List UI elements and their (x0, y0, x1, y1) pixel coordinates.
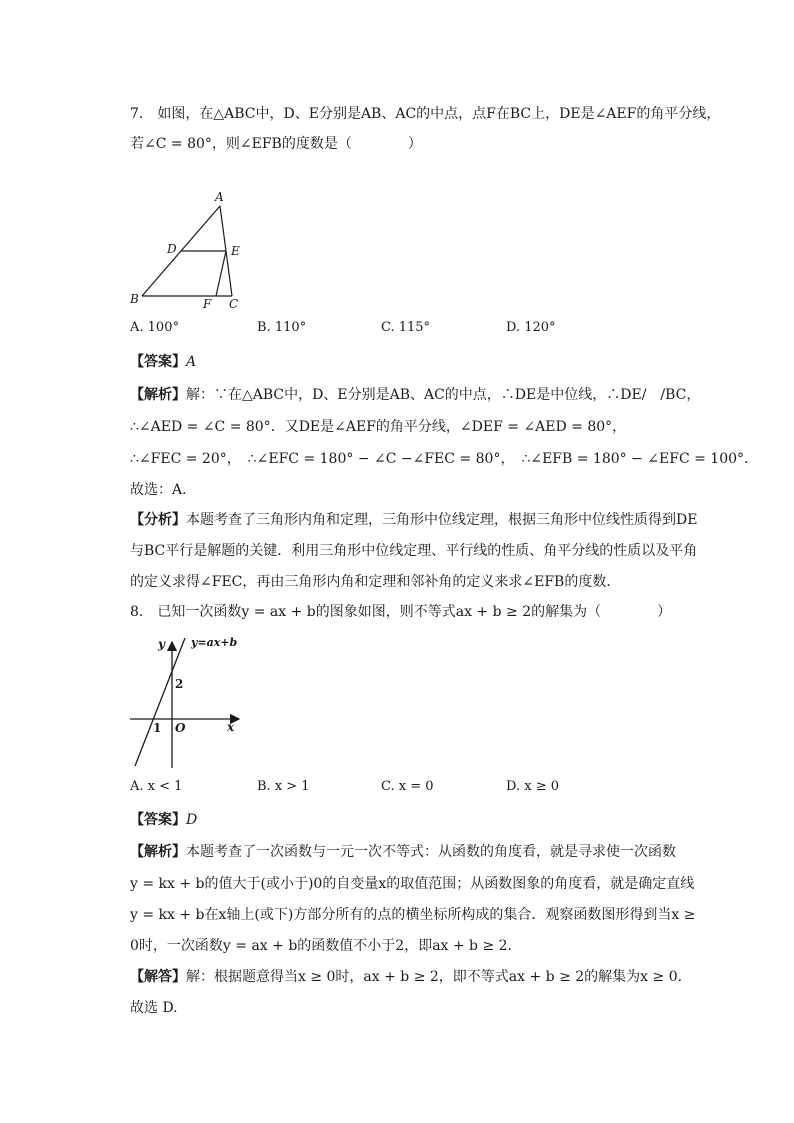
q7-fenxi-line1: 【分析】本题考查了三角形内角和定理，三角形中位线定理，根据三角形中位线性质得到DE (130, 512, 698, 528)
x-axis-label: x (227, 720, 235, 734)
q8-jieda: 【解答】解：根据题意得当x ≥ 0时，ax + b ≥ 2，即不等式ax + b ≥ 2的解集为x ≥ 0． (130, 969, 692, 985)
q8-stem: 8. 已知一次函数y = ax + b的图象如图，则不等式ax + b ≥ 2的解集为（ ） (130, 604, 672, 620)
label-d: D (167, 242, 177, 256)
q7-stem-line2: 若∠C = 80°，则∠EFB的度数是（ ） (130, 136, 422, 152)
q7-option-b: B. 110° (257, 320, 307, 335)
q8-conclusion: 故选 D. (130, 1000, 178, 1016)
q7-analysis-line3: ∴∠FEC = 20°， ∴∠EFC = 180° − ∠C −∠FEC = 80°， ∴∠EFB = 180° − ∠EFC = 100°． (130, 451, 759, 467)
q8-analysis-line2: y = kx + b的值大于(或小于)0的自变量x的取值范围；从函数图象的角度看，就是确定直线 (130, 876, 695, 892)
q7-answer (130, 352, 196, 372)
q7-option-a: A. 100° (130, 320, 179, 335)
q7-analysis-line4: 故选：A． (130, 482, 197, 498)
q7-options (130, 320, 690, 340)
q8-options (130, 779, 690, 799)
q8-answer (130, 810, 197, 830)
segment-ef (216, 251, 226, 296)
q8-function-graph (125, 630, 255, 772)
q8-option-d: D. x ≥ 0 (506, 779, 559, 794)
q8-option-a: A. x < 1 (130, 779, 183, 794)
label-c: C (229, 297, 239, 311)
answer-tag: 【答案】 (130, 354, 186, 370)
fenxi-tag: 【分析】 (130, 512, 186, 528)
q7-triangle-figure (125, 185, 255, 313)
q7-fenxi-line2: 与BC平行是解题的关键．利用三角形中位线定理、平行线的性质、角平分线的性质以及平角 (130, 543, 698, 559)
label-e: E (231, 244, 240, 258)
x-intercept-label: 1 (153, 721, 162, 735)
label-a: A (215, 190, 224, 204)
y-intercept-label: 2 (175, 677, 184, 691)
q7-answer-value: A (186, 354, 197, 370)
analysis-tag: 【解析】 (130, 387, 186, 403)
q7-fenxi-line3: 的定义求得∠FEC，再由三角形内角和定理和邻补角的定义来求∠EFB的度数． (130, 574, 621, 590)
origin-label: O (175, 721, 186, 735)
q8-option-c: C. x = 0 (381, 779, 434, 794)
label-f: F (203, 297, 212, 311)
label-b: B (130, 292, 139, 306)
q7-analysis-line2: ∴∠AED = ∠C = 80°．又DE是∠AEF的角平分线，∠DEF = ∠AED = 80°， (130, 419, 627, 435)
q7-option-c: C. 115° (381, 320, 431, 335)
q8-analysis-line3: y = kx + b在x轴上(或下)方部分所有的点的横坐标所构成的集合．观察函数图形得到当x ≥ (130, 907, 696, 923)
q7-option-d: D. 120° (506, 320, 556, 335)
function-label: y=ax+b (191, 636, 238, 649)
analysis-tag: 【解析】 (130, 844, 186, 860)
q8-analysis-line4: 0时，一次函数y = ax + b的函数值不小于2，即ax + b ≥ 2． (130, 938, 522, 954)
q8-analysis-line1: 【解析】本题考查了一次函数与一元一次不等式：从函数的角度看，就是寻求使一次函数 (130, 844, 676, 860)
line-y-ax-b (135, 638, 185, 766)
answer-tag: 【答案】 (130, 812, 186, 828)
jieda-tag: 【解答】 (130, 969, 186, 985)
y-axis-label: y (158, 637, 165, 651)
q8-option-b: B. x > 1 (257, 779, 310, 794)
q8-answer-value: D (186, 812, 198, 828)
q7-stem-line1: 7. 如图，在△ABC中，D、E分别是AB、AC的中点，点F在BC上，DE是∠AEF的角平分线， (130, 106, 721, 122)
q7-analysis-line1: 【解析】解：∵在△ABC中，D、E分别是AB、AC的中点，∴DE是中位线，∴DE/ /BC， (130, 387, 701, 403)
